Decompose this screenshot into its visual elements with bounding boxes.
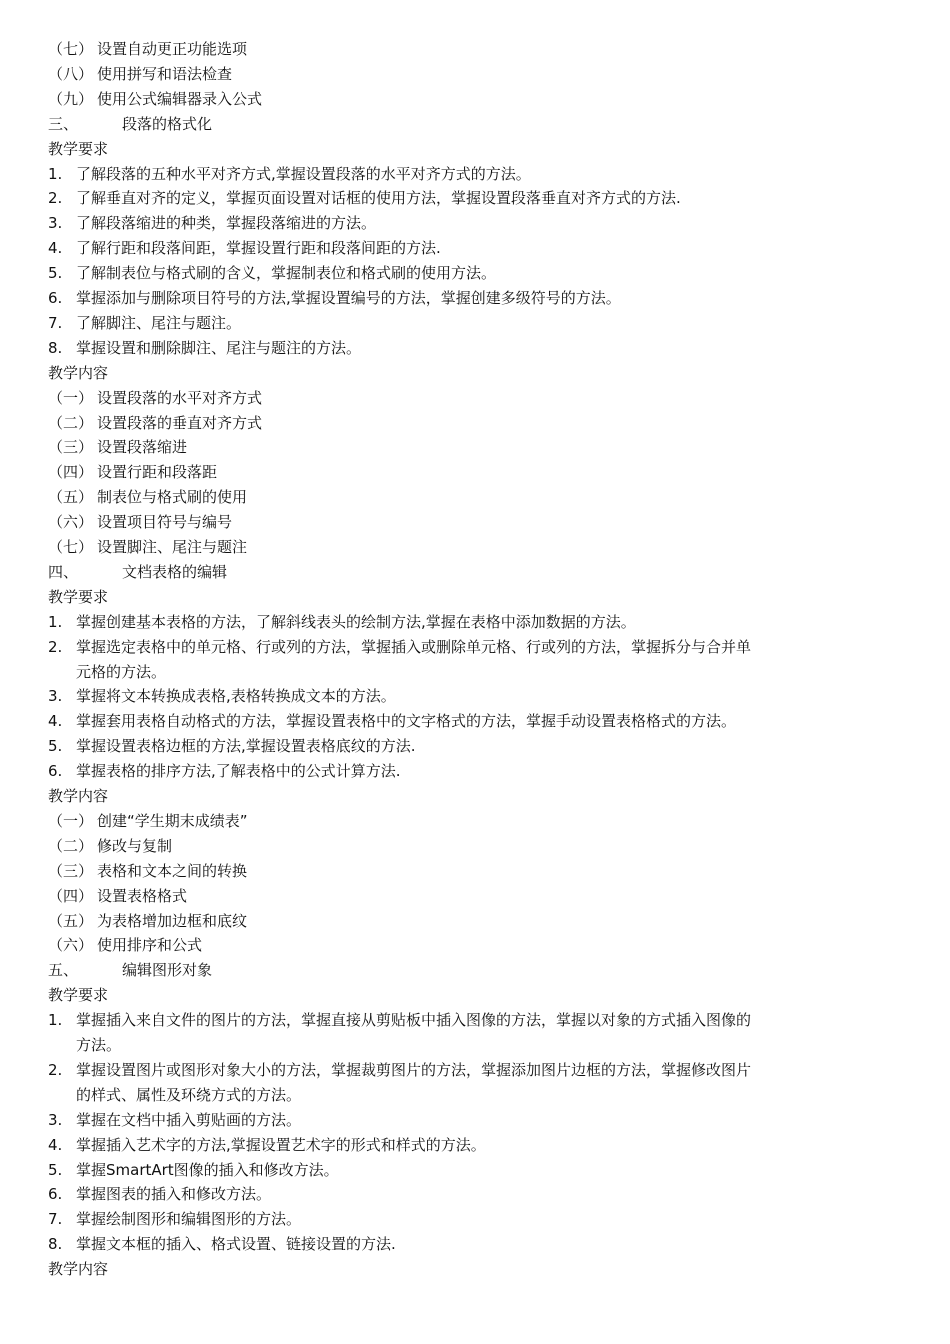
subitem-number: （二）	[48, 836, 94, 855]
list-item-number: 3.	[48, 214, 63, 233]
subitem-number: （一）	[48, 811, 94, 830]
list-item-number: 4.	[48, 239, 63, 258]
list-item-number: 8.	[48, 1235, 63, 1254]
list-item	[48, 1108, 908, 1133]
list-item-number: 6.	[48, 1185, 63, 1204]
subitem-number: （八）	[48, 64, 94, 83]
content-subitem	[48, 510, 232, 535]
list-item-number: 6.	[48, 762, 63, 781]
content-subitem	[48, 809, 248, 834]
list-item	[48, 286, 908, 311]
list-item-text: 掌握插入艺术字的方法,掌握设置艺术字的形式和样式的方法。	[76, 1135, 486, 1154]
list-item	[48, 162, 908, 187]
subitem-number: （四）	[48, 886, 94, 905]
list-item-text: 掌握插入来自文件的图片的方法，掌握直接从剪贴板中插入图像的方法，掌握以对象的方式插入图像的	[76, 1011, 752, 1030]
list-item-number: 3.	[48, 1110, 63, 1129]
list-item	[48, 311, 908, 336]
list-item-continuation: 的样式、属性及环绕方式的方法。	[76, 1085, 302, 1104]
subsection-heading: 教学内容	[48, 787, 109, 805]
list-item	[48, 734, 908, 759]
list-item	[48, 1182, 908, 1207]
subsection-heading: 教学内容	[48, 1260, 109, 1279]
subitem-number: （五）	[48, 488, 94, 507]
subitem-text: 制表位与格式刷的使用	[97, 488, 248, 507]
list-item-text: 掌握选定表格中的单元格、行或列的方法，掌握插入或删除单元格、行或列的方法，掌握拆分与合并单	[76, 637, 752, 656]
section-title: 文档表格的编辑	[122, 562, 228, 581]
list-item	[48, 236, 908, 261]
section-number: 五、	[48, 961, 79, 980]
subitem-text: 使用公式编辑器录入公式	[97, 89, 263, 108]
subitem-number: （九）	[48, 89, 94, 108]
subitem-text: 使用拼写和语法检查	[97, 64, 233, 83]
content-subitem	[48, 884, 187, 909]
list-item-continuation: 方法。	[76, 1036, 122, 1054]
subitem-text: 设置段落缩进	[97, 438, 188, 457]
section-title: 段落的格式化	[122, 114, 213, 133]
list-item	[48, 261, 908, 286]
list-item-text: 了解行距和段落间距，掌握设置行距和段落间距的方法.	[76, 239, 441, 258]
list-item-number: 2.	[48, 1060, 63, 1079]
section-number: 四、	[48, 562, 79, 581]
list-item	[48, 610, 908, 635]
list-item-number: 5.	[48, 737, 63, 756]
content-subitem	[48, 909, 247, 934]
content-subitem	[48, 62, 232, 87]
subitem-number: （一）	[48, 388, 94, 407]
subitem-number: （三）	[48, 438, 94, 457]
section-title: 编辑图形对象	[122, 961, 213, 980]
list-item	[48, 684, 908, 709]
list-item-number: 2.	[48, 637, 63, 656]
list-item-number: 5.	[48, 264, 63, 283]
list-item	[48, 1232, 908, 1257]
list-item	[48, 211, 908, 236]
subitem-text: 使用排序和公式	[97, 936, 203, 955]
list-item-text: 了解脚注、尾注与题注。	[76, 313, 242, 332]
content-subitem	[48, 859, 247, 884]
subitem-number: （三）	[48, 861, 94, 880]
content-subitem	[48, 933, 202, 958]
subitem-text: 设置段落的水平对齐方式	[97, 388, 263, 407]
content-subitem	[48, 87, 262, 112]
list-item-number: 8.	[48, 338, 63, 357]
content-subitem	[48, 411, 262, 436]
subitem-text: 修改与复制	[97, 836, 173, 855]
subsection-heading: 教学要求	[48, 139, 109, 158]
subitem-text: 创建“学生期末成绩表”	[97, 811, 248, 830]
list-item-text: 掌握添加与删除项目符号的方法,掌握设置编号的方法，掌握创建多级符号的方法。	[76, 289, 621, 307]
list-item-text: 掌握设置图片或图形对象大小的方法，掌握裁剪图片的方法，掌握添加图片边框的方法，掌握修改图片	[76, 1060, 752, 1079]
list-item-text: 掌握绘制图形和编辑图形的方法。	[76, 1210, 302, 1229]
list-item	[48, 709, 908, 734]
list-item	[48, 1133, 908, 1158]
subitem-text: 设置行距和段落距	[97, 463, 218, 482]
content-subitem	[48, 535, 247, 560]
list-item	[48, 1008, 908, 1033]
list-item	[48, 1058, 908, 1083]
list-item-text: 掌握在文档中插入剪贴画的方法。	[76, 1110, 302, 1129]
list-item	[48, 186, 908, 211]
list-item-number: 2.	[48, 189, 63, 208]
subitem-text: 设置项目符号与编号	[97, 513, 233, 532]
content-subitem	[48, 834, 172, 859]
subitem-text: 设置脚注、尾注与题注	[97, 538, 248, 556]
section-heading	[48, 958, 212, 983]
content-subitem	[48, 37, 247, 62]
section-heading	[48, 560, 227, 585]
list-item-text: 掌握创建基本表格的方法，了解斜线表头的绘制方法,掌握在表格中添加数据的方法。	[76, 612, 636, 631]
list-item-number: 4.	[48, 712, 63, 731]
list-item	[48, 759, 908, 784]
list-item-number: 7.	[48, 313, 63, 332]
list-item-text: 了解段落的五种水平对齐方式,掌握设置段落的水平对齐方式的方法。	[76, 164, 531, 183]
list-item	[48, 1207, 908, 1232]
section-heading	[48, 112, 212, 137]
list-item-number: 3.	[48, 687, 63, 706]
list-item-text: 了解垂直对齐的定义，掌握页面设置对话框的使用方法，掌握设置段落垂直对齐方式的方法.	[76, 189, 681, 208]
list-item	[48, 635, 908, 660]
list-item-number: 5.	[48, 1160, 63, 1179]
subitem-text: 设置表格格式	[97, 886, 188, 905]
subitem-number: （七）	[48, 538, 94, 556]
list-item-text: 掌握图表的插入和修改方法。	[76, 1185, 272, 1204]
subitem-number: （四）	[48, 463, 94, 482]
subitem-number: （二）	[48, 413, 94, 432]
subitem-number: （五）	[48, 911, 94, 930]
content-subitem	[48, 485, 247, 510]
content-subitem	[48, 460, 217, 485]
list-item-continuation: 元格的方法。	[76, 662, 167, 681]
list-item-text: 掌握文本框的插入、格式设置、链接设置的方法.	[76, 1235, 396, 1254]
list-item-number: 1.	[48, 164, 63, 183]
section-number: 三、	[48, 114, 79, 133]
subitem-text: 为表格增加边框和底纹	[97, 911, 248, 930]
subitem-number: （七）	[48, 40, 94, 58]
subsection-heading: 教学要求	[48, 587, 109, 606]
list-item-number: 7.	[48, 1210, 63, 1229]
subitem-number: （六）	[48, 936, 94, 955]
content-subitem	[48, 386, 262, 411]
list-item-text: 掌握设置和删除脚注、尾注与题注的方法。	[76, 338, 362, 357]
subitem-text: 设置自动更正功能选项	[97, 40, 248, 58]
list-item-text: 掌握SmartArt图像的插入和修改方法。	[76, 1160, 339, 1179]
list-item-text: 掌握套用表格自动格式的方法，掌握设置表格中的文字格式的方法，掌握手动设置表格格式的方法。	[76, 712, 737, 731]
subitem-number: （六）	[48, 513, 94, 532]
list-item	[48, 336, 908, 361]
subitem-text: 设置段落的垂直对齐方式	[97, 413, 263, 432]
list-item	[48, 1158, 908, 1183]
list-item-text: 掌握设置表格边框的方法,掌握设置表格底纹的方法.	[76, 737, 416, 756]
list-item-text: 掌握将文本转换成表格,表格转换成文本的方法。	[76, 687, 396, 706]
subsection-heading: 教学内容	[48, 363, 109, 382]
subsection-heading: 教学要求	[48, 986, 109, 1005]
list-item-number: 1.	[48, 1011, 63, 1030]
list-item-text: 了解段落缩进的种类，掌握段落缩进的方法。	[76, 214, 377, 233]
list-item-number: 1.	[48, 612, 63, 631]
list-item-text: 了解制表位与格式刷的含义，掌握制表位和格式刷的使用方法。	[76, 264, 497, 283]
list-item-number: 6.	[48, 289, 63, 307]
list-item-text: 掌握表格的排序方法,了解表格中的公式计算方法.	[76, 762, 401, 781]
subitem-text: 表格和文本之间的转换	[97, 861, 248, 880]
content-subitem	[48, 435, 187, 460]
list-item-number: 4.	[48, 1135, 63, 1154]
